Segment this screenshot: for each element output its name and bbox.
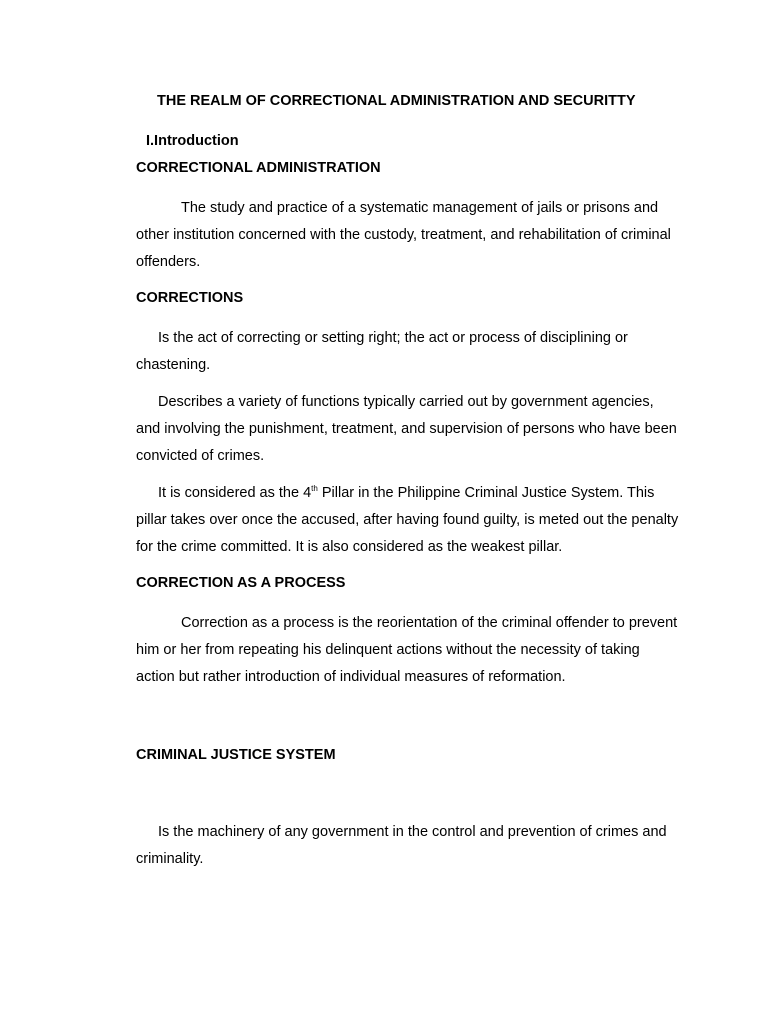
corrections-text-1: Is the act of correcting or setting right; the act or process of disciplining or chastening. [136, 330, 628, 373]
criminal-justice-system-paragraph [136, 819, 681, 873]
correction-as-process-paragraph [136, 610, 681, 690]
corrections-paragraph-3 [136, 480, 681, 560]
introduction-heading: I.Introduction [146, 133, 239, 149]
correctional-administration-paragraph [136, 195, 681, 275]
correction-as-process-heading: CORRECTION AS A PROCESS [136, 575, 346, 591]
correctional-administration-text: The study and practice of a systematic management of jails or prisons and other institution concerned with the custody, treatment, and rehabilitation of criminal offenders. [136, 200, 671, 270]
ordinal-superscript: th [311, 484, 318, 494]
corrections-text-3b: Pillar in the Philippine Criminal Justice System. This pillar takes over once the accused, after having found guilty, is meted out the penalty for the crime committed. It is also considered as the weakest pillar. [136, 485, 679, 555]
criminal-justice-system-text: Is the machinery of any government in the control and prevention of crimes and criminality. [136, 824, 667, 867]
criminal-justice-system-heading: CRIMINAL JUSTICE SYSTEM [136, 747, 336, 763]
corrections-heading: CORRECTIONS [136, 290, 244, 306]
document-title: THE REALM OF CORRECTIONAL ADMINISTRATION AND SECURITTY [157, 93, 636, 109]
correctional-administration-heading: CORRECTIONAL ADMINISTRATION [136, 160, 381, 176]
corrections-text-2: Describes a variety of functions typically carried out by government agencies, and involving the punishment, treatment, and supervision of persons who have been convicted of crimes. [136, 394, 677, 464]
corrections-paragraph-1 [136, 325, 681, 379]
corrections-paragraph-2 [136, 389, 681, 469]
correction-as-process-text: Correction as a process is the reorientation of the criminal offender to prevent him or her from repeating his delinquent actions without the necessity of taking action but rather introduction of individual measures of reformation. [136, 615, 678, 685]
corrections-text-3a: It is considered as the 4 [158, 485, 312, 501]
